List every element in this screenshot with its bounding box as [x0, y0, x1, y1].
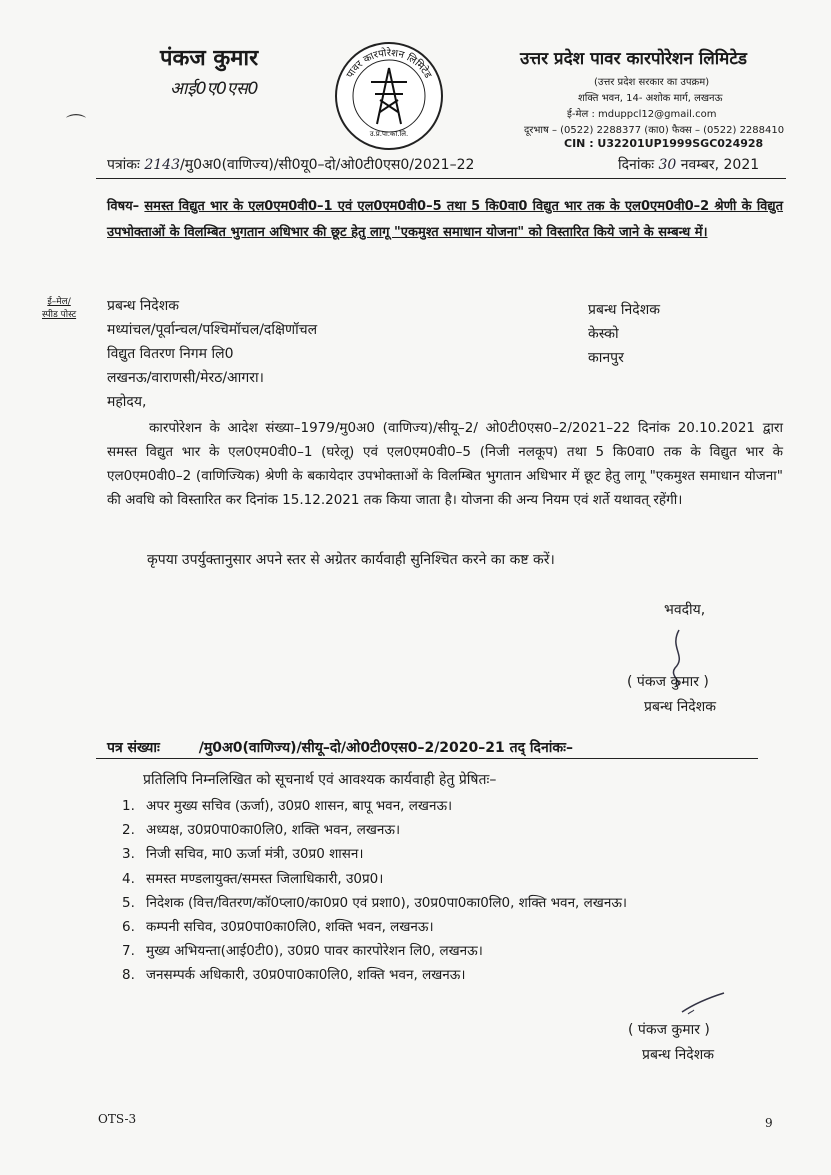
company-logo	[333, 40, 445, 152]
company-name: उत्तर प्रदेश पावर कारपोरेशन लिमिटेड	[520, 49, 747, 69]
list-item: 1. अपर मुख्य सचिव (ऊर्जा), उ0प्र0 शासन, बापू भवन, लखनऊ।	[122, 798, 453, 814]
closing-yours: भवदीय,	[664, 602, 706, 618]
logo-arc-text: पावर कारपोरेशन लिमिटेड	[344, 47, 434, 81]
ref-number-handwritten: 2143	[144, 157, 180, 173]
logo-motto: उ.प्र.पा.का.लि.	[369, 130, 409, 138]
addressee-right	[588, 298, 660, 370]
list-item: 7. मुख्य अभियन्ता(आई0टी0), उ0प्र0 पावर कारपोरेशन लि0, लखनऊ।	[122, 943, 483, 960]
company-address: शक्ति भवन, 14- अशोक मार्ग, लखनऊ	[578, 93, 723, 104]
address-line: मध्यांचल/पूर्वान्चल/पश्चिमॉचल/दक्षिणॉचल	[107, 322, 318, 338]
company-email: ई-मेल : mduppcl12@gmail.com	[567, 109, 717, 120]
body-paragraph-2: कृपया उपर्युक्तानुसार अपने स्तर से अग्रेतर कार्यवाही सुनिश्चित करने का कष्ट करें।	[147, 552, 555, 568]
govt-note: (उत्तर प्रदेश सरकार का उपक्रम)	[594, 77, 710, 88]
ref-rest: /मु0अ0(वाणिज्य)/सी0यू0–दो/ओ0टी0एस0/2021–22	[179, 157, 475, 173]
page-curl-mark: ⌒	[66, 112, 86, 136]
signatory-name: ( पंकज कुमार )	[627, 674, 709, 690]
dispatch-mode	[42, 296, 76, 322]
list-item: 5. निदेशक (वित्त/वितरण/कॉ0प्ला0/का0प्र0 एवं प्रशा0), उ0प्र0पा0का0लि0, शक्ति भवन, लखनऊ।	[122, 894, 628, 911]
officer-name: पंकज कुमार	[160, 46, 259, 71]
dispatch-mode-line1: ई–मेल/	[47, 297, 71, 307]
signature-mark	[680, 990, 726, 1016]
divider	[96, 178, 786, 179]
date-label: दिनांकः	[618, 157, 655, 173]
subject	[107, 194, 783, 246]
signatory-designation: प्रबन्ध निदेशक	[644, 699, 716, 715]
copy-reference: पत्र संख्याः /मु0अ0(वाणिज्य)/सीयू–दो/ओ0टी0एस0–2/2020–21 तद् दिनांकः–	[107, 740, 573, 756]
subject-text: समस्त विद्युत भार के एल0एम0वी0–1 एवं एल0एम0वी0–5 तथा 5 कि0वा0 विद्युत भार तक के एल0एम0वी0–2 श्रेणी के विद्युत उपभोक्ताओं के विलम्बित भुगतान अधिभार की छूट हेतु लागू "एकमुश्त समाधान योजना" को विस्तारित किये जाने के सम्बन्ध में।	[107, 199, 784, 240]
list-item: 2. अध्यक्ष, उ0प्र0पा0का0लि0, शक्ति भवन, लखनऊ।	[122, 822, 401, 839]
salutation: महोदय,	[107, 394, 147, 410]
copy-intro: प्रतिलिपि निम्नलिखित को सूचनार्थ एवं आवश्यक कार्यवाही हेतु प्रेषितः–	[143, 772, 497, 788]
letter-date	[618, 155, 759, 174]
copy-signatory-name: ( पंकज कुमार )	[628, 1022, 710, 1038]
body-paragraph-1-text: कारपोरेशन के आदेश संख्या–1979/मु0अ0 (वाणिज्य)/सीयू–2/ ओ0टी0एस0–2/2021–22 दिनांक 20.10.2021 द्वारा समस्त विद्युत भार के एल0एम0वी0–1 (घरेलू) एवं एल0एम0वी0–5 (निजी नलकूप) तथा 5 कि0वा0 तक के विद्युत भार के एल0एम0वी0–2 (वाणिज्यिक) श्रेणी के बकायेदार उपभोक्ताओं के विलम्बित भुगतान अधिभार में छूट हेतु लागू "एकमुश्त समाधान योजना" की अवधि को विस्तारित कर दिनांक 15.12.2021 तक किया जाता है। योजना की अन्य नियम एवं शर्ते यथावत् रहेंगी।	[107, 420, 783, 508]
company-phone: दूरभाष – (0522) 2288377 (का0) फैक्स – (0522) 2288410	[524, 125, 785, 136]
address-line: विद्युत वितरण निगम लि0	[107, 346, 234, 362]
list-item: 6. कम्पनी सचिव, उ0प्र0पा0का0लि0, शक्ति भवन, लखनऊ।	[122, 918, 434, 935]
page-number: 9	[765, 1116, 773, 1130]
date-day-handwritten: 30	[658, 157, 677, 173]
copy-signatory-designation: प्रबन्ध निदेशक	[642, 1047, 714, 1063]
body-paragraph-1	[107, 416, 783, 512]
company-cin: CIN : U32201UP1999SGC024928	[564, 137, 764, 150]
letter-reference	[107, 155, 474, 174]
subject-label: विषय–	[107, 199, 140, 214]
dispatch-mode-line2: स्पीड पोस्ट	[42, 310, 77, 320]
footer-code: OTS-3	[98, 1112, 137, 1126]
ref-label: पत्रांकः	[107, 157, 140, 173]
address-line: केस्को	[588, 326, 619, 342]
list-item: 8. जनसम्पर्क अधिकारी, उ0प्र0पा0का0लि0, शक्ति भवन, लखनऊ।	[122, 967, 466, 984]
address-line: लखनऊ/वाराणसी/मेरठ/आगरा।	[107, 370, 264, 386]
address-line: प्रबन्ध निदेशक	[107, 298, 179, 314]
addressee-left	[107, 294, 317, 390]
list-item: 4. समस्त मण्डलायुक्त/समस्त जिलाधिकारी, उ0प्र0।	[122, 870, 384, 887]
list-item: 3. निजी सचिव, मा0 ऊर्जा मंत्री, उ0प्र0 शासन।	[122, 846, 364, 863]
copy-list	[122, 796, 627, 990]
address-line: प्रबन्ध निदेशक	[588, 302, 660, 318]
officer-designation: आई0ए0एस0	[170, 79, 259, 99]
divider	[96, 758, 758, 759]
date-rest: नवम्बर, 2021	[680, 157, 760, 173]
address-line: कानपुर	[588, 350, 624, 366]
